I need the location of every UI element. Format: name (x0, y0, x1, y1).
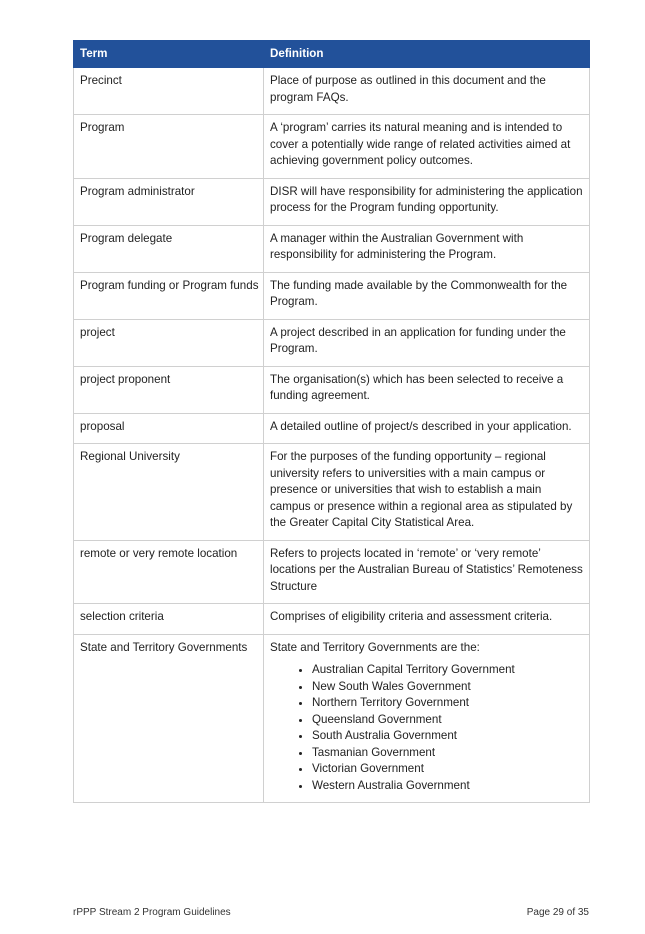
table-row (74, 444, 590, 541)
table-row (74, 68, 590, 115)
definition-cell: A ‘program’ carries its natural meaning and is intended to cover a potentially wide range of related activities aimed at achieving government policy outcomes. (264, 115, 590, 179)
definition-cell: Place of purpose as outlined in this document and the program FAQs. (264, 68, 590, 115)
list-item: • New South Wales Government (312, 679, 583, 696)
definition-cell: The funding made available by the Commonwealth for the Program. (264, 272, 590, 319)
definitions-table (73, 40, 590, 803)
definition-cell: DISR will have responsibility for administering the application process for the Program funding opportunity. (264, 178, 590, 225)
table-row (74, 366, 590, 413)
term-cell: Program delegate (74, 225, 264, 272)
term-cell: remote or very remote location (74, 540, 264, 604)
definition-cell: The organisation(s) which has been selected to receive a funding agreement. (264, 366, 590, 413)
table-row (74, 115, 590, 179)
term-cell: Program administrator (74, 178, 264, 225)
definition-cell: Refers to projects located in ‘remote’ or ‘very remote’ locations per the Australian Bureau of Statistics’ Remoteness Structure (264, 540, 590, 604)
footer-document-title: rPPP Stream 2 Program Guidelines (73, 907, 231, 918)
header-definition: Definition (264, 41, 590, 68)
table-row (74, 272, 590, 319)
term-cell: Precinct (74, 68, 264, 115)
definition-cell: A project described in an application for funding under the Program. (264, 319, 590, 366)
list-item: • Western Australia Government (312, 778, 583, 795)
list-item: • Victorian Government (312, 761, 583, 778)
table-row (74, 540, 590, 604)
definition-intro: State and Territory Governments are the: (270, 640, 480, 654)
table-row (74, 413, 590, 444)
definition-cell: A manager within the Australian Government with responsibility for administering the Program. (264, 225, 590, 272)
term-cell: project (74, 319, 264, 366)
list-item: • Queensland Government (312, 712, 583, 729)
definition-cell: For the purposes of the funding opportunity – regional university refers to universities with a main campus or presence or universities that wish to establish a main campus or presence within a regional area as stipulated by the Greater Capital City Statistical Area. (264, 444, 590, 541)
header-term: Term (74, 41, 264, 68)
list-item: • Northern Territory Government (312, 695, 583, 712)
term-cell: Program (74, 115, 264, 179)
table-row (74, 604, 590, 635)
term-cell: proposal (74, 413, 264, 444)
term-cell: project proponent (74, 366, 264, 413)
table-row (74, 634, 590, 803)
table-header-row (74, 41, 590, 68)
list-item: • Australian Capital Territory Government (312, 662, 583, 679)
definition-cell (264, 634, 590, 803)
footer-page-number: Page 29 of 35 (526, 907, 589, 918)
table-row (74, 178, 590, 225)
list-item: • Tasmanian Government (312, 745, 583, 762)
definition-cell: Comprises of eligibility criteria and assessment criteria. (264, 604, 590, 635)
term-cell: selection criteria (74, 604, 264, 635)
term-cell: State and Territory Governments (74, 634, 264, 803)
table-row (74, 225, 590, 272)
table-row (74, 319, 590, 366)
term-cell: Program funding or Program funds (74, 272, 264, 319)
list-item: • South Australia Government (312, 728, 583, 745)
government-list (270, 662, 583, 794)
definition-cell: A detailed outline of project/s described in your application. (264, 413, 590, 444)
term-cell: Regional University (74, 444, 264, 541)
